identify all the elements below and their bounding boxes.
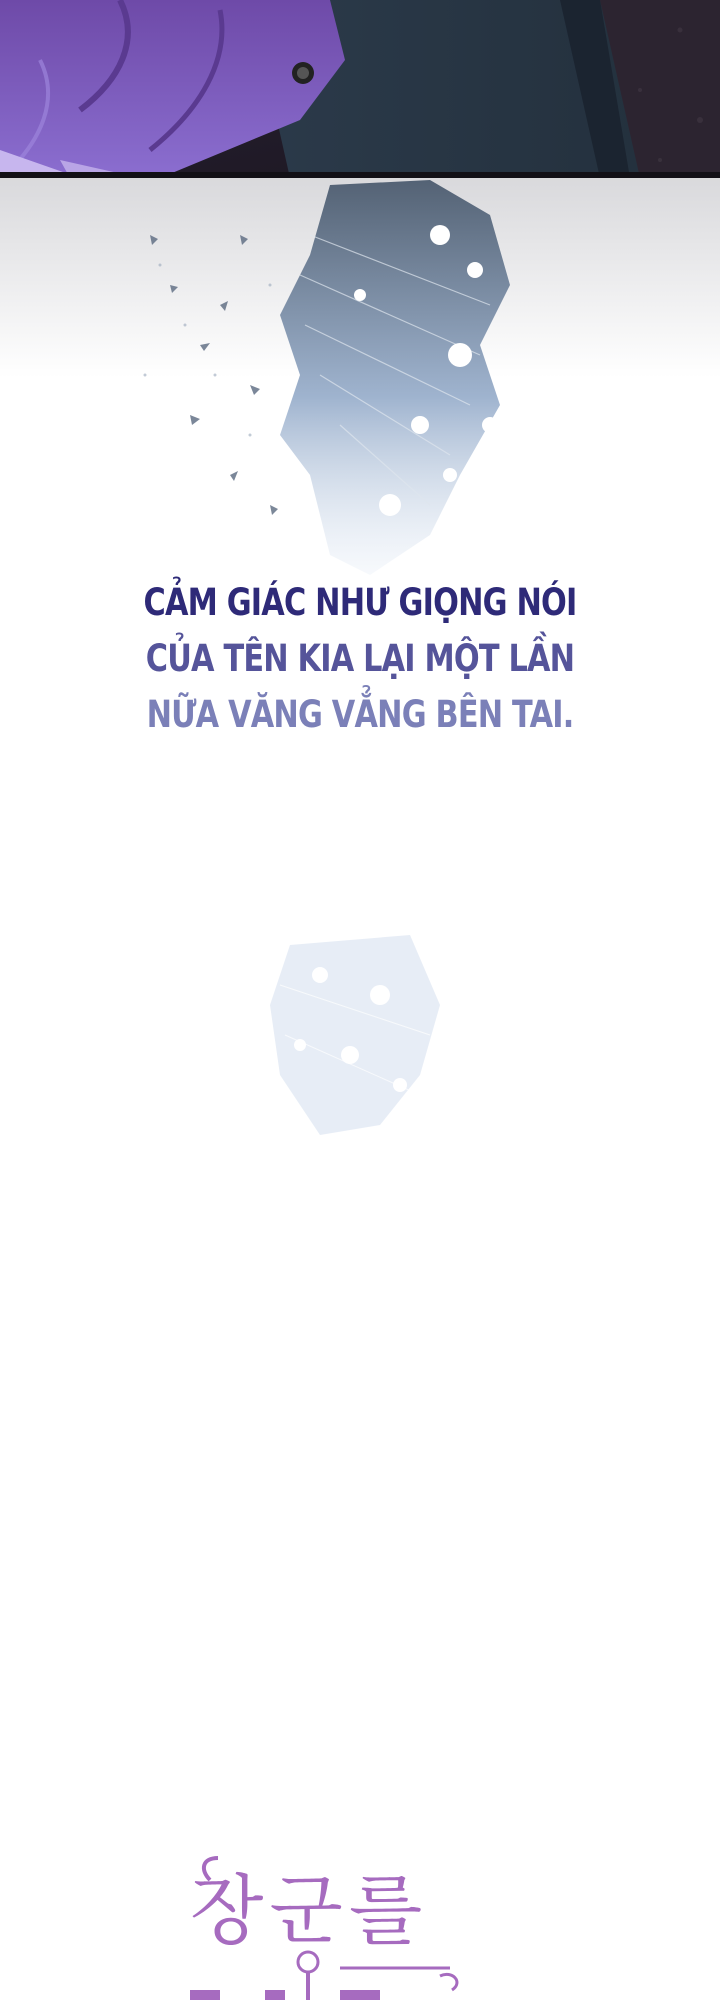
shattered-fragments-illustration xyxy=(130,175,530,595)
caption-line-1: CẢM GIÁC NHƯ GIỌNG NÓI xyxy=(143,581,577,624)
caption-line-3: NỮA VĂNG VẲNG BÊN TAI. xyxy=(146,693,574,736)
suited-figure-illustration xyxy=(0,0,720,178)
faint-fragments-illustration xyxy=(260,925,450,1145)
caption-line-2: CỦA TÊN KIA LẠI MỘT LẦN xyxy=(145,637,575,680)
top-comic-panel xyxy=(0,0,720,178)
title-korean-text: 장군를 xyxy=(190,1866,429,1955)
narration-caption xyxy=(0,575,720,743)
series-title-logo xyxy=(190,1850,530,2000)
